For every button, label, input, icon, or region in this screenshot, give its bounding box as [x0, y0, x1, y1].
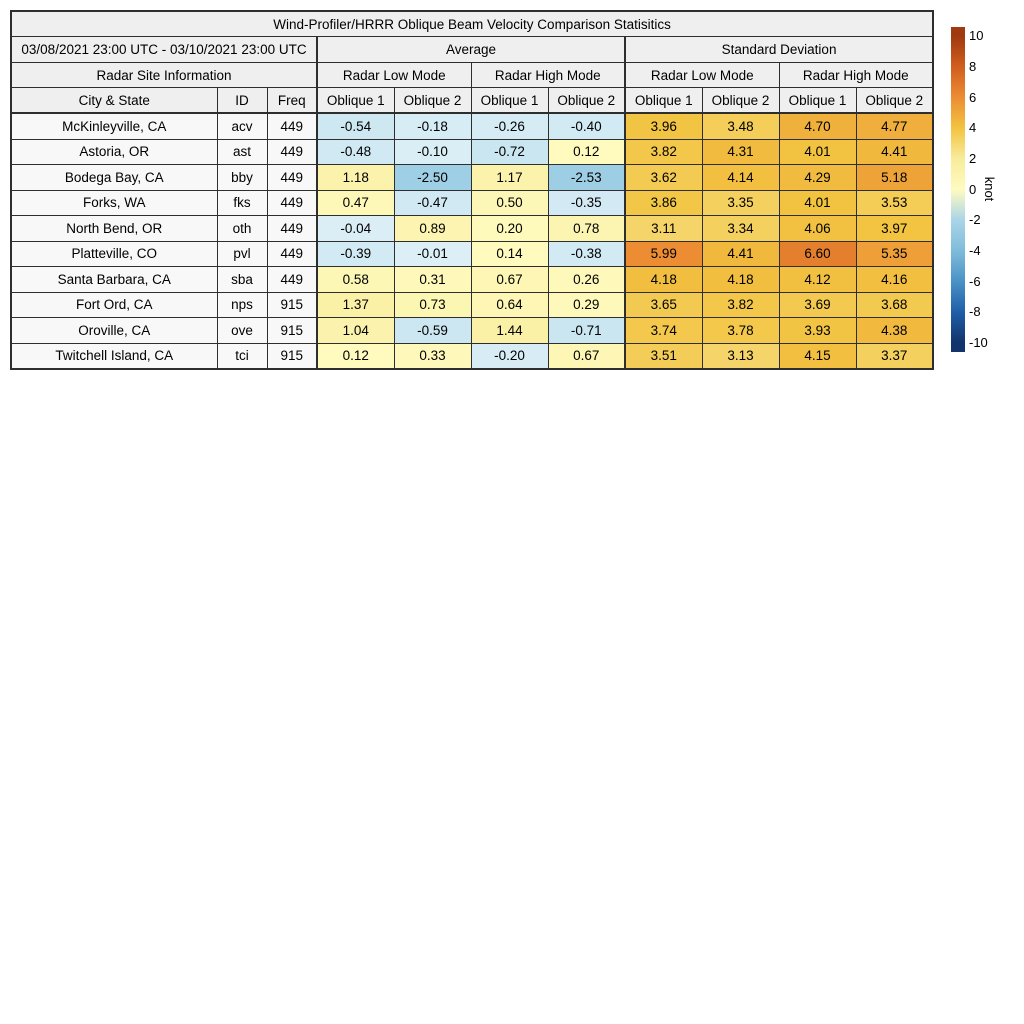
colorbar-tick-label: -2	[969, 212, 981, 228]
colorbar-tick-label: -8	[969, 304, 981, 320]
stat-value-cell: 0.78	[548, 216, 625, 242]
stat-value-cell: 0.89	[394, 216, 471, 242]
site-id-cell: ast	[217, 139, 267, 165]
stat-value-cell: 3.65	[625, 292, 702, 318]
stats-table	[10, 10, 934, 370]
site-id-cell: nps	[217, 292, 267, 318]
stat-value-cell: 4.14	[702, 165, 779, 191]
stat-value-cell: 0.20	[471, 216, 548, 242]
freq-cell: 449	[267, 113, 317, 139]
stat-value-cell: 3.48	[702, 113, 779, 139]
stat-value-cell: 4.41	[856, 139, 933, 165]
stat-value-cell: 1.18	[317, 165, 394, 191]
city-cell: Fort Ord, CA	[11, 292, 217, 318]
group-header-row	[11, 37, 933, 63]
stat-value-cell: 1.44	[471, 318, 548, 344]
stat-value-cell: -0.47	[394, 190, 471, 216]
title-row	[11, 11, 933, 37]
freq-cell: 449	[267, 267, 317, 293]
table-row	[11, 241, 933, 267]
stat-value-cell: 3.35	[702, 190, 779, 216]
site-id-cell: tci	[217, 343, 267, 369]
column-header-oblique: Oblique 1	[317, 88, 394, 114]
stat-value-cell: 4.01	[779, 190, 856, 216]
freq-cell: 449	[267, 139, 317, 165]
stat-value-cell: 3.13	[702, 343, 779, 369]
city-cell: Twitchell Island, CA	[11, 343, 217, 369]
freq-cell: 449	[267, 216, 317, 242]
stat-value-cell: 5.18	[856, 165, 933, 191]
colorbar-unit-label: knot	[982, 176, 997, 202]
stat-value-cell: 3.97	[856, 216, 933, 242]
stat-value-cell: 0.29	[548, 292, 625, 318]
mode-header-row	[11, 63, 933, 88]
stat-value-cell: -0.54	[317, 113, 394, 139]
stat-value-cell: -0.10	[394, 139, 471, 165]
stat-value-cell: 3.51	[625, 343, 702, 369]
table-title: Wind-Profiler/HRRR Oblique Beam Velocity Comparison Statisitics	[11, 11, 933, 37]
stat-value-cell: 3.78	[702, 318, 779, 344]
table-row	[11, 343, 933, 369]
column-header-oblique: Oblique 1	[779, 88, 856, 114]
stat-value-cell: -0.71	[548, 318, 625, 344]
freq-cell: 449	[267, 165, 317, 191]
avg-low-mode-header: Radar Low Mode	[317, 63, 471, 88]
stat-value-cell: 4.38	[856, 318, 933, 344]
std-high-mode-header: Radar High Mode	[779, 63, 933, 88]
city-cell: Forks, WA	[11, 190, 217, 216]
stat-value-cell: 4.18	[702, 267, 779, 293]
site-id-cell: oth	[217, 216, 267, 242]
site-id-cell: pvl	[217, 241, 267, 267]
table-row	[11, 267, 933, 293]
stat-value-cell: 1.17	[471, 165, 548, 191]
stat-value-cell: -0.18	[394, 113, 471, 139]
date-range-cell: 03/08/2021 23:00 UTC - 03/10/2021 23:00 UTC	[11, 37, 317, 63]
column-header-oblique: Oblique 1	[625, 88, 702, 114]
site-info-header: Radar Site Information	[11, 63, 317, 88]
colorbar-tick-label: -6	[969, 273, 981, 289]
stat-value-cell: 0.26	[548, 267, 625, 293]
stat-value-cell: 4.15	[779, 343, 856, 369]
stat-value-cell: 3.11	[625, 216, 702, 242]
stat-value-cell: 3.53	[856, 190, 933, 216]
average-group-header: Average	[317, 37, 625, 63]
column-header-oblique: Oblique 2	[548, 88, 625, 114]
colorbar-tick-label: 6	[969, 89, 977, 105]
stat-value-cell: 3.34	[702, 216, 779, 242]
stat-value-cell: 0.12	[548, 139, 625, 165]
colorbar-tick-label: 10	[969, 28, 984, 44]
city-cell: Astoria, OR	[11, 139, 217, 165]
stat-value-cell: 5.35	[856, 241, 933, 267]
stat-value-cell: 4.16	[856, 267, 933, 293]
stat-value-cell: 0.58	[317, 267, 394, 293]
stat-value-cell: -0.38	[548, 241, 625, 267]
table-row	[11, 190, 933, 216]
stat-value-cell: 3.62	[625, 165, 702, 191]
column-header-row	[11, 88, 933, 114]
table-row	[11, 292, 933, 318]
colorbar-tick-label: 2	[969, 150, 977, 166]
stat-value-cell: 0.12	[317, 343, 394, 369]
stat-value-cell: 4.01	[779, 139, 856, 165]
city-cell: Santa Barbara, CA	[11, 267, 217, 293]
stat-value-cell: -0.59	[394, 318, 471, 344]
stat-value-cell: 0.50	[471, 190, 548, 216]
column-header-freq: Freq	[267, 88, 317, 114]
avg-high-mode-header: Radar High Mode	[471, 63, 625, 88]
table-row	[11, 165, 933, 191]
stat-value-cell: 4.06	[779, 216, 856, 242]
stat-value-cell: 4.70	[779, 113, 856, 139]
colorbar-tick-label: -4	[969, 242, 981, 258]
table-row	[11, 216, 933, 242]
stat-value-cell: 4.12	[779, 267, 856, 293]
colorbar-tick-label: 0	[969, 181, 977, 197]
stat-value-cell: 0.14	[471, 241, 548, 267]
table-row	[11, 139, 933, 165]
stat-value-cell: 0.67	[471, 267, 548, 293]
stat-value-cell: 1.37	[317, 292, 394, 318]
table-row	[11, 113, 933, 139]
stat-value-cell: 3.86	[625, 190, 702, 216]
column-header-city: City & State	[11, 88, 217, 114]
colorbar-tick-label: 8	[969, 58, 977, 74]
stat-value-cell: -0.01	[394, 241, 471, 267]
colorbar-tick-label: -10	[969, 334, 988, 350]
stat-value-cell: 4.31	[702, 139, 779, 165]
column-header-oblique: Oblique 2	[702, 88, 779, 114]
stat-value-cell: 0.73	[394, 292, 471, 318]
stat-value-cell: 0.47	[317, 190, 394, 216]
std-deviation-group-header: Standard Deviation	[625, 37, 933, 63]
table-row	[11, 318, 933, 344]
stat-value-cell: 3.82	[702, 292, 779, 318]
stat-value-cell: 4.29	[779, 165, 856, 191]
stat-value-cell: 0.67	[548, 343, 625, 369]
freq-cell: 915	[267, 292, 317, 318]
site-id-cell: acv	[217, 113, 267, 139]
stat-value-cell: 4.41	[702, 241, 779, 267]
column-header-oblique: Oblique 2	[394, 88, 471, 114]
stat-value-cell: 0.31	[394, 267, 471, 293]
stat-value-cell: 3.96	[625, 113, 702, 139]
stat-value-cell: 0.64	[471, 292, 548, 318]
site-id-cell: ove	[217, 318, 267, 344]
column-header-oblique: Oblique 2	[856, 88, 933, 114]
city-cell: Oroville, CA	[11, 318, 217, 344]
stat-value-cell: 3.93	[779, 318, 856, 344]
site-id-cell: sba	[217, 267, 267, 293]
stat-value-cell: -0.20	[471, 343, 548, 369]
site-id-cell: bby	[217, 165, 267, 191]
stat-value-cell: -0.40	[548, 113, 625, 139]
site-id-cell: fks	[217, 190, 267, 216]
stat-value-cell: 4.77	[856, 113, 933, 139]
freq-cell: 915	[267, 343, 317, 369]
stat-value-cell: -0.39	[317, 241, 394, 267]
stat-value-cell: 3.68	[856, 292, 933, 318]
colorbar-gradient	[951, 27, 965, 352]
stat-value-cell: 3.37	[856, 343, 933, 369]
freq-cell: 449	[267, 190, 317, 216]
stat-value-cell: 3.69	[779, 292, 856, 318]
freq-cell: 449	[267, 241, 317, 267]
city-cell: Platteville, CO	[11, 241, 217, 267]
stat-value-cell: -0.48	[317, 139, 394, 165]
city-cell: North Bend, OR	[11, 216, 217, 242]
freq-cell: 915	[267, 318, 317, 344]
stat-value-cell: 0.33	[394, 343, 471, 369]
stat-value-cell: -0.35	[548, 190, 625, 216]
stat-value-cell: 3.74	[625, 318, 702, 344]
stat-value-cell: 1.04	[317, 318, 394, 344]
column-header-id: ID	[217, 88, 267, 114]
stat-value-cell: 6.60	[779, 241, 856, 267]
stat-value-cell: -0.04	[317, 216, 394, 242]
colorbar-tick-label: 4	[969, 120, 977, 136]
std-low-mode-header: Radar Low Mode	[625, 63, 779, 88]
stat-value-cell: -2.53	[548, 165, 625, 191]
stat-value-cell: -2.50	[394, 165, 471, 191]
city-cell: Bodega Bay, CA	[11, 165, 217, 191]
stat-value-cell: 4.18	[625, 267, 702, 293]
city-cell: McKinleyville, CA	[11, 113, 217, 139]
stat-value-cell: 3.82	[625, 139, 702, 165]
stat-value-cell: 5.99	[625, 241, 702, 267]
stat-value-cell: -0.26	[471, 113, 548, 139]
stat-value-cell: -0.72	[471, 139, 548, 165]
column-header-oblique: Oblique 1	[471, 88, 548, 114]
